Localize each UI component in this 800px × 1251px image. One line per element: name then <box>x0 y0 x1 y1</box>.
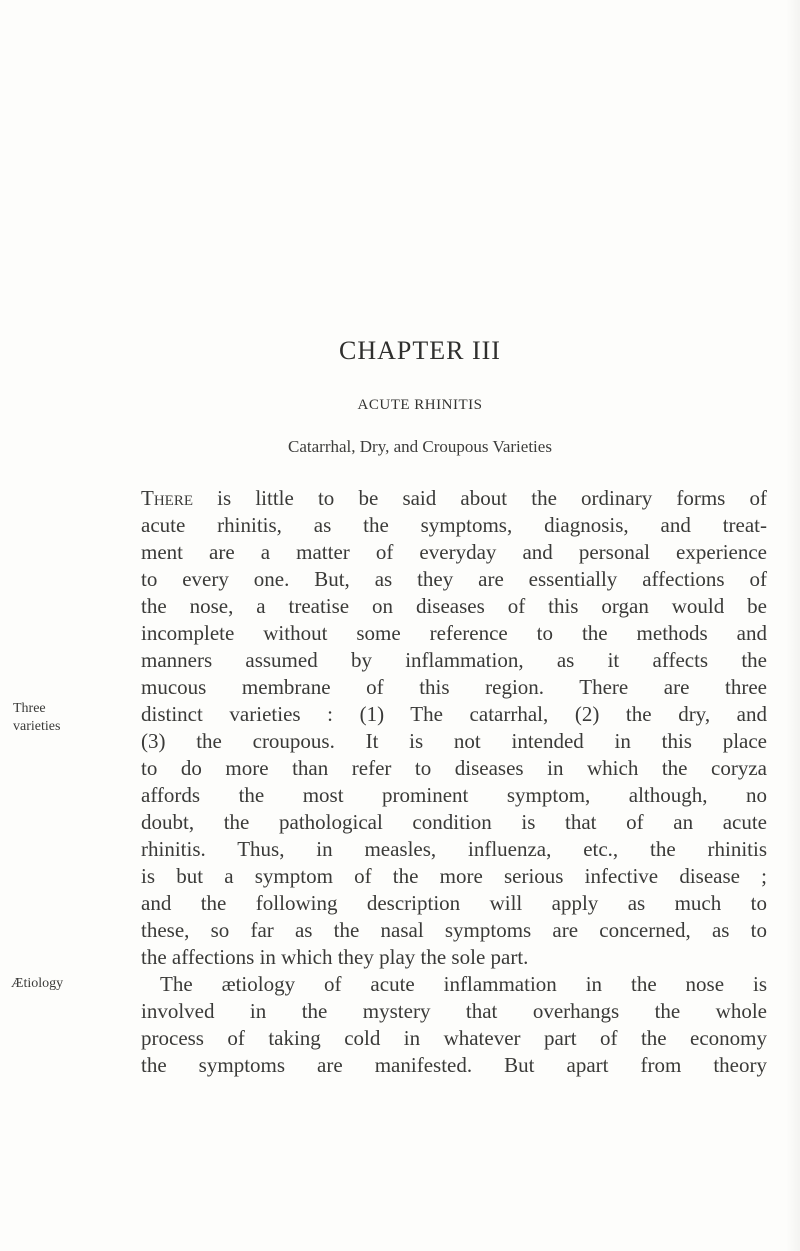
margin-note-aetiology: Ætiology <box>11 976 64 991</box>
body-line: manners assumed by inflammation, as it affects the <box>141 648 767 672</box>
body-line: involved in the mystery that overhangs the whole <box>141 999 767 1023</box>
body-line: process of taking cold in whatever part of the economy <box>141 1026 767 1050</box>
margin-note-line: varieties <box>13 719 61 734</box>
drop-word: There <box>141 486 193 510</box>
body-line: the symptoms are manifested. But apart from theory <box>141 1053 767 1077</box>
body-line-text: is little to be said about the ordinary forms of <box>193 486 767 510</box>
body-line: distinct varieties : (1) The catarrhal, (2) the dry, and <box>141 702 767 726</box>
body-line: is but a symptom of the more serious infective disease ; <box>141 864 767 888</box>
body-line: ment are a matter of everyday and personal experience <box>141 540 767 564</box>
body-line-indented: The ætiology of acute inflammation in the nose is <box>160 972 767 996</box>
body-line: and the following description will apply as much to <box>141 891 767 915</box>
body-line: affords the most prominent symptom, although, no <box>141 783 767 807</box>
body-line: incomplete without some reference to the methods and <box>141 621 767 645</box>
body-line: the affections in which they play the sole part. <box>141 945 529 969</box>
margin-note-line: Three <box>13 701 46 716</box>
body-line: the nose, a treatise on diseases of this organ would be <box>141 594 767 618</box>
body-line: rhinitis. Thus, in measles, influenza, etc., the rhinitis <box>141 837 767 861</box>
body-line: to do more than refer to diseases in which the coryza <box>141 756 767 780</box>
page-edge-shadow <box>786 0 800 1251</box>
body-line <box>141 485 767 512</box>
body-line: acute rhinitis, as the symptoms, diagnosis, and treat- <box>141 513 767 537</box>
body-line: mucous membrane of this region. There are three <box>141 675 767 699</box>
chapter-subtitle: Catarrhal, Dry, and Croupous Varieties <box>288 437 552 456</box>
chapter-title: CHAPTER III <box>339 336 501 365</box>
subject-title: ACUTE RHINITIS <box>357 397 483 413</box>
margin-note-varieties <box>13 700 60 736</box>
body-line: doubt, the pathological condition is that of an acute <box>141 810 767 834</box>
body-line: (3) the croupous. It is not intended in this place <box>141 729 767 753</box>
body-line: these, so far as the nasal symptoms are concerned, as to <box>141 918 767 942</box>
body-line: to every one. But, as they are essentially affections of <box>141 567 767 591</box>
